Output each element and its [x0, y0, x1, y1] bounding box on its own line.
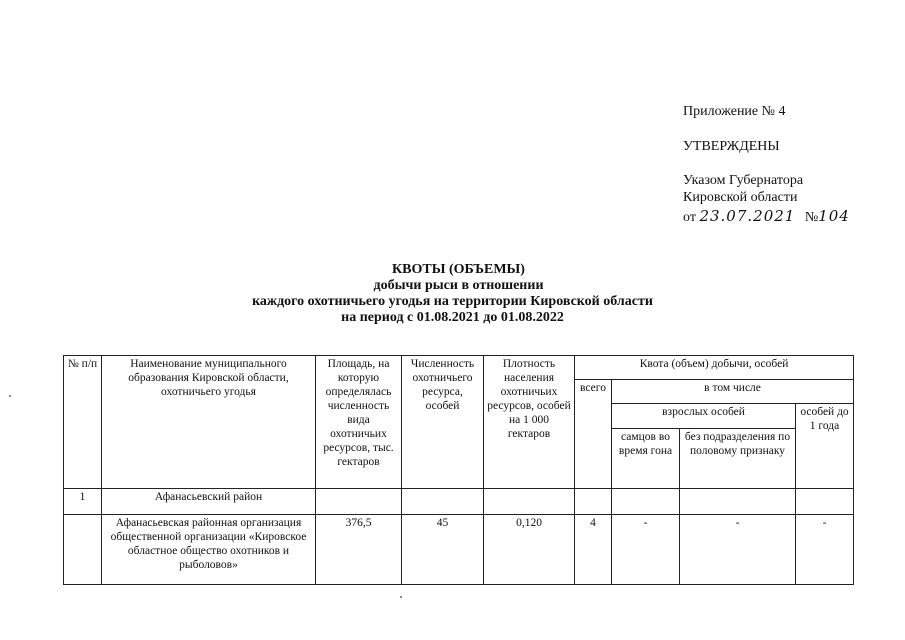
header-no-sex-division: без подразделения по половому признаку — [680, 429, 796, 489]
scan-speck — [9, 395, 11, 397]
scan-speck — [400, 596, 402, 598]
header-including: в том числе — [612, 380, 854, 404]
cell-num — [64, 515, 102, 585]
decree-line-2: Кировской области — [683, 190, 798, 205]
decree-line-1: Указом Губернатора — [683, 173, 804, 188]
table-row — [64, 489, 854, 515]
table-row — [64, 515, 854, 585]
cell-males — [612, 489, 680, 515]
header-name: Наименование муниципального образования Кировской области, охотничьего угодья — [102, 356, 316, 489]
cell-name: Афанасьевский район — [102, 489, 316, 515]
title-line-2: добычи рыси в отношении — [373, 278, 544, 293]
header-total: всего — [575, 380, 612, 489]
header-count: Численность охотничьего ресурса, особей — [402, 356, 484, 489]
cell-count: 45 — [402, 515, 484, 585]
title-line-4: на период с 01.08.2021 до 01.08.2022 — [341, 310, 564, 325]
cell-area — [316, 489, 402, 515]
header-adults: взрослых особей — [612, 404, 796, 429]
cell-name: Афанасьевская районная организация общественной организации «Кировское областное общество охотников и рыболовов» — [102, 515, 316, 585]
number-prefix: № — [804, 210, 819, 225]
header-males-rut: самцов во время гона — [612, 429, 680, 489]
handwritten-date: 23.07.2021 — [699, 207, 796, 225]
cell-density: 0,120 — [484, 515, 575, 585]
header-density: Плотность населения охотничьих ресурсов, особей на 1 000 гектаров — [484, 356, 575, 489]
cell-under1: - — [796, 515, 854, 585]
cell-density — [484, 489, 575, 515]
cell-under1 — [796, 489, 854, 515]
header-quota: Квота (объем) добычи, особей — [575, 356, 854, 380]
cell-nosex: - — [680, 515, 796, 585]
handwritten-number: 104 — [818, 207, 850, 225]
cell-count — [402, 489, 484, 515]
cell-nosex — [680, 489, 796, 515]
appendix-number: Приложение № 4 — [683, 104, 786, 119]
header-num: № п/п — [64, 356, 102, 489]
title-line-3: каждого охотничьего угодья на территории Кировской области — [252, 294, 653, 309]
header-under-1-year: особей до 1 года — [796, 404, 854, 489]
cell-total: 4 — [575, 515, 612, 585]
cell-total — [575, 489, 612, 515]
cell-num: 1 — [64, 489, 102, 515]
title-line-1: КВОТЫ (ОБЪЕМЫ) — [392, 262, 525, 277]
header-area: Площадь, на которую определялась численность вида охотничьих ресурсов, тыс. гектаров — [316, 356, 402, 489]
quota-table — [63, 355, 854, 585]
approved-label: УТВЕРЖДЕНЫ — [683, 139, 780, 154]
date-prefix: от — [683, 210, 696, 225]
cell-males: - — [612, 515, 680, 585]
cell-area: 376,5 — [316, 515, 402, 585]
decree-date-line — [683, 208, 850, 226]
document-title — [0, 262, 905, 326]
